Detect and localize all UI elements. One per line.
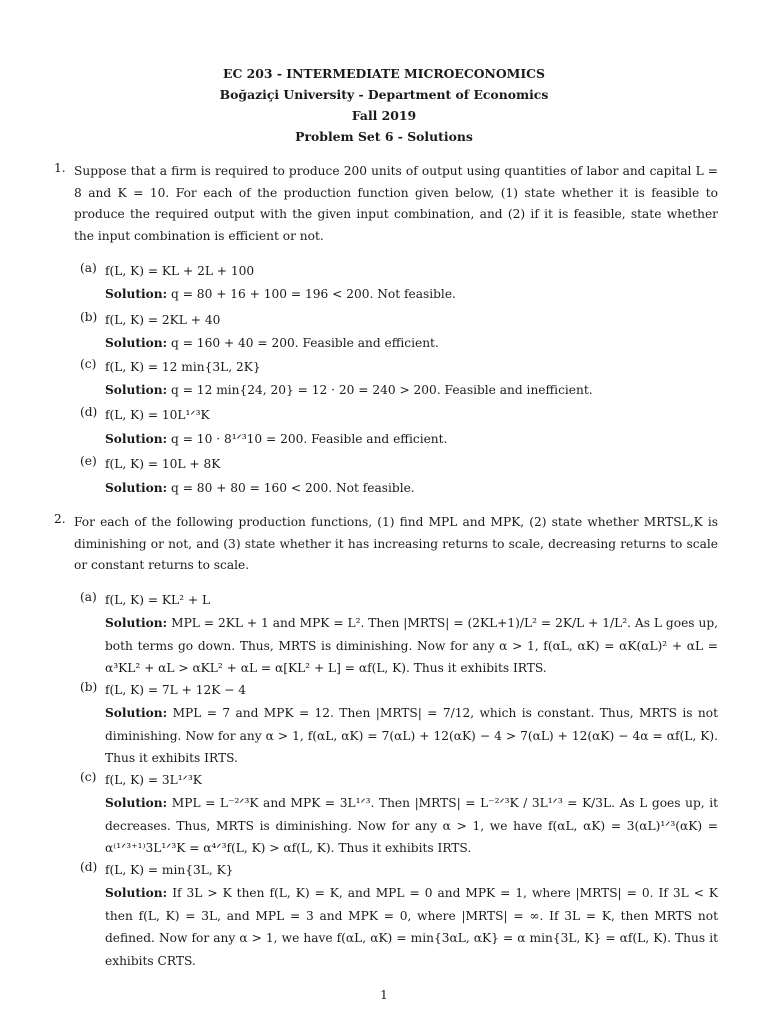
problem-number: 2. xyxy=(54,512,66,526)
solution-text: q = 160 + 40 = 200. Feasible and efficient. xyxy=(171,336,439,350)
part-function: f(L, K) = KL + 2L + 100 xyxy=(105,264,255,278)
solution-text: q = 80 + 16 + 100 = 196 < 200. Not feasible. xyxy=(171,287,456,301)
part-1e xyxy=(80,454,718,476)
solution-label: Solution: xyxy=(105,287,168,301)
solution-label: Solution: xyxy=(105,706,168,720)
solution-label: Solution: xyxy=(105,336,168,350)
solution-label: Solution: xyxy=(105,383,168,397)
part-1b xyxy=(80,310,718,332)
course-title: EC 203 - INTERMEDIATE MICROECONOMICS xyxy=(223,66,545,81)
solution-1e xyxy=(105,477,718,500)
solution-1c xyxy=(105,379,718,402)
page-number: 1 xyxy=(380,988,388,1002)
part-function: f(L, K) = 7L + 12K − 4 xyxy=(105,683,247,697)
part-label: (d) xyxy=(80,405,98,419)
problem-text: Suppose that a firm is required to produce 200 units of output using quantities of labor and capital L = 8 and K = 10. For each of the production function given below, (1) state whether it is feasible to produce the required output with the given input combination, and (2) if it is feasible, state whether the input combination is efficient or not. xyxy=(74,164,718,243)
part-label: (d) xyxy=(80,860,98,874)
part-1d xyxy=(80,405,718,427)
solution-1a xyxy=(105,283,718,306)
part-function: f(L, K) = 2KL + 40 xyxy=(105,313,221,327)
solution-text: MPL = L⁻²ᐟ³K and MPK = 3L¹ᐟ³. Then |MRTS| = L⁻²ᐟ³K / 3L¹ᐟ³ = K/3L. As L goes up, it decreases. Thus, MRTS is diminishing. Now for any α > 1, we have f(αL, αK) = 3(αL)¹ᐟ³(αK) = α⁽¹ᐟ³⁺¹⁾3L¹ᐟ³K = α⁴ᐟ³f(L, K) > αf(L, K). Thus it exhibits IRTS. xyxy=(105,796,718,855)
solution-text: q = 80 + 80 = 160 < 200. Not feasible. xyxy=(171,481,415,495)
solution-text: q = 12 min{24, 20} = 12 · 20 = 240 > 200. Feasible and inefficient. xyxy=(171,383,593,397)
solution-2c xyxy=(105,792,718,860)
solution-1d xyxy=(105,428,718,451)
solution-label: Solution: xyxy=(105,432,168,446)
part-2d xyxy=(80,860,718,882)
problem-1 xyxy=(54,161,718,247)
solution-label: Solution: xyxy=(105,481,168,495)
problem-2 xyxy=(54,512,718,577)
solution-2a xyxy=(105,612,718,680)
problem-number: 1. xyxy=(54,161,66,175)
university-line: Boğaziçi University - Department of Economics xyxy=(219,87,549,102)
problem-text: For each of the following production functions, (1) find MPL and MPK, (2) state whether MRTSL,K is diminishing or not, and (3) state whether it has increasing returns to scale, decreasing returns to scale or constant returns to scale. xyxy=(74,515,718,572)
part-label: (c) xyxy=(80,357,97,371)
part-1c xyxy=(80,357,718,379)
solution-text: MPL = 2KL + 1 and MPK = L². Then |MRTS| = (2KL+1)/L² = 2K/L + 1/L². As L goes up, both terms go down. Thus, MRTS is diminishing. Now for any α > 1, f(αL, αK) = αK(αL)² + αL = α³KL² + αL > αKL² + αL = α[KL² + L] = αf(L, K). Thus it exhibits IRTS. xyxy=(105,616,719,675)
part-function: f(L, K) = KL² + L xyxy=(105,593,211,607)
part-label: (a) xyxy=(80,261,97,275)
term-line: Fall 2019 xyxy=(351,108,417,123)
part-2a xyxy=(80,590,718,612)
solution-label: Solution: xyxy=(105,616,168,630)
solution-text: MPL = 7 and MPK = 12. Then |MRTS| = 7/12, which is constant. Thus, MRTS is not diminishing. Now for any α > 1, f(αL, αK) = 7(αL) + 12(αK) − 4 > 7(αL) + 12(αK) − 4α = αf(L, K). Thus it exhibits IRTS. xyxy=(105,706,718,765)
part-label: (c) xyxy=(80,770,97,784)
solution-2d xyxy=(105,882,718,972)
solution-2b xyxy=(105,702,718,770)
solution-text: If 3L > K then f(L, K) = K, and MPL = 0 and MPK = 1, where |MRTS| = 0. If 3L < K then f(L, K) = 3L, and MPL = 3 and MPK = 0, where |MRTS| = ∞. If 3L = K, then MRTS not defined. Now for any α > 1, we have f(αL, αK) = min{3αL, αK} = α min{3L, K} = αf(L, K). Thus it exhibits CRTS. xyxy=(105,886,719,968)
part-function: f(L, K) = 3L¹ᐟ³K xyxy=(105,773,202,787)
solution-label: Solution: xyxy=(105,886,168,900)
part-1a xyxy=(80,261,718,283)
part-label: (b) xyxy=(80,680,98,694)
document-title: Problem Set 6 - Solutions xyxy=(295,129,473,144)
solution-1b xyxy=(105,332,718,355)
solution-text: q = 10 · 8¹ᐟ³10 = 200. Feasible and efficient. xyxy=(171,432,448,446)
part-function: f(L, K) = min{3L, K} xyxy=(105,863,234,877)
part-label: (e) xyxy=(80,454,97,468)
part-label: (b) xyxy=(80,310,98,324)
part-2b xyxy=(80,680,718,702)
solution-label: Solution: xyxy=(105,796,168,810)
part-function: f(L, K) = 10L¹ᐟ³K xyxy=(105,408,210,422)
part-2c xyxy=(80,770,718,792)
part-function: f(L, K) = 10L + 8K xyxy=(105,457,221,471)
part-function: f(L, K) = 12 min{3L, 2K} xyxy=(105,360,261,374)
part-label: (a) xyxy=(80,590,97,604)
